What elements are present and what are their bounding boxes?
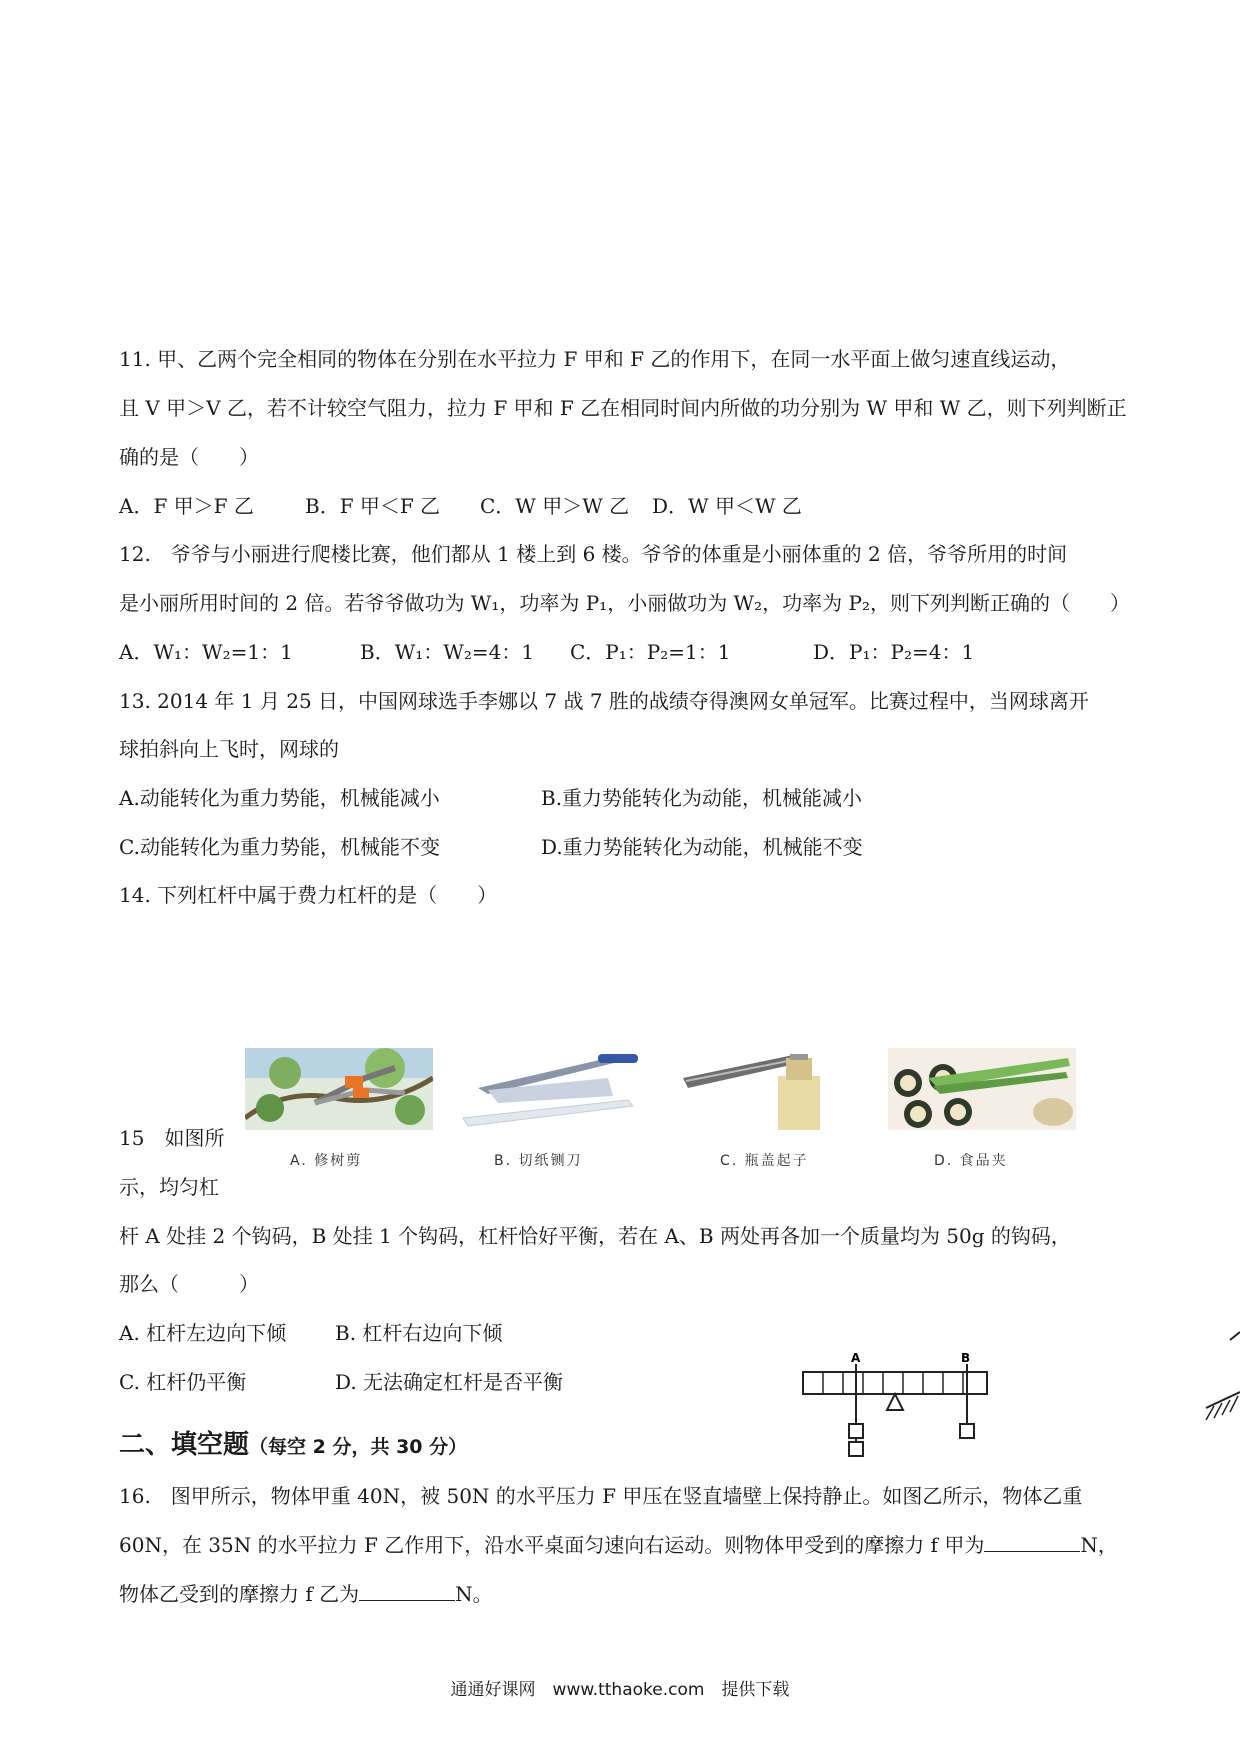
q12-option-a: A．W₁：W₂=1：1 (119, 640, 293, 664)
q13-option-c: C.动能转化为重力势能，机械能不变 (119, 835, 440, 859)
q15-line-1b: 示，均匀杠 (119, 1175, 219, 1199)
lever-label-b: B (961, 1351, 971, 1365)
lever-diagram (795, 1348, 995, 1458)
q12-line-2: 是小丽所用时间的 2 倍。若爷爷做功为 W₁，功率为 P₁，小丽做功为 W₂，功率为 P₂，则下列判断正确的（ ） (119, 591, 1130, 615)
section-2-title (119, 1424, 467, 1461)
paper-cutter-photo (458, 1048, 650, 1130)
q11-line-1: 11. 甲、乙两个完全相同的物体在分别在水平拉力 F 甲和 F 乙的作用下，在同一水平面上做匀速直线运动， (119, 347, 1071, 371)
answer-blank-2[interactable] (359, 1580, 455, 1601)
q14-line-1: 14. 下列杠杆中属于费力杠杆的是（ ） (119, 883, 498, 907)
q13-line-1: 13. 2014 年 1 月 25 日，中国网球选手李娜以 7 战 7 胜的战绩夺得澳网女单冠军。比赛过程中，当网球离开 (119, 689, 1089, 713)
q16-unit-1: N， (1080, 1533, 1118, 1557)
q11-line-3: 确的是（ ） (119, 445, 259, 469)
q16-line-3 (119, 1580, 493, 1608)
q16-line-1: 16. 图甲所示，物体甲重 40N，被 50N 的水平压力 F 甲压在竖直墙壁上保持静止。如图乙所示，物体乙重 (119, 1484, 1083, 1508)
q12-option-b: B．W₁：W₂=4：1 (360, 640, 535, 664)
q11-option-c: C．W 甲＞W 乙 (480, 494, 630, 518)
q13-option-d: D.重力势能转化为动能，机械能不变 (541, 835, 863, 859)
section-2-note: （每空 2 分，共 30 分） (249, 1436, 468, 1458)
footer-credit: 通通好课网 www.tthaoke.com 提供下载 (450, 1680, 790, 1700)
section-2-heading: 二、填空题 (119, 1430, 250, 1460)
q16-line-3-text: 物体乙受到的摩擦力 f 乙为 (119, 1582, 360, 1606)
q15-line-2: 杆 A 处挂 2 个钩码，B 处挂 1 个钩码，杠杆恰好平衡，若在 A、B 两处再各加一个质量均为 50g 的钩码， (119, 1224, 1071, 1248)
q11-line-2: 且 V 甲＞V 乙，若不计较空气阻力，拉力 F 甲和 F 乙在相同时间内所做的功分别为 W 甲和 W 乙，则下列判断正 (119, 396, 1127, 420)
caption-c: C. 瓶盖起子 (720, 1153, 809, 1169)
q16-unit-2: N。 (455, 1582, 493, 1606)
q12-option-c: C．P₁：P₂=1：1 (570, 640, 731, 664)
q15-option-c: C. 杠杆仍平衡 (119, 1370, 247, 1394)
food-tongs-photo (888, 1048, 1076, 1130)
caption-d: D. 食品夹 (934, 1153, 1008, 1169)
pruning-shears-photo (245, 1048, 433, 1130)
lever-label-a: A (851, 1351, 861, 1365)
q15-option-a: A. 杠杆左边向下倾 (119, 1321, 287, 1345)
q13-option-a: A.动能转化为重力势能，机械能减小 (119, 786, 440, 810)
caption-a: A. 修树剪 (290, 1153, 363, 1169)
q15-option-b: B. 杠杆右边向下倾 (335, 1321, 503, 1345)
q13-option-b: B.重力势能转化为动能，机械能减小 (541, 786, 863, 810)
q12-option-d: D．P₁：P₂=4：1 (813, 640, 975, 664)
bottle-opener-photo (678, 1048, 856, 1130)
q15-line-1a: 15 如图所 (119, 1126, 225, 1150)
q16-line-2-text: 60N，在 35N 的水平拉力 F 乙作用下，沿水平桌面匀速向右运动。则物体甲受到的摩擦力 f 甲为 (119, 1533, 985, 1557)
q12-line-1: 12. 爷爷与小丽进行爬楼比赛，他们都从 1 楼上到 6 楼。爷爷的体重是小丽体重的 2 倍，爷爷所用的时间 (119, 542, 1068, 566)
q15-option-d: D. 无法确定杠杆是否平衡 (335, 1370, 564, 1394)
q11-option-d: D．W 甲＜W 乙 (652, 494, 802, 518)
q11-option-a: A．F 甲＞F 乙 (119, 494, 254, 518)
q13-line-2: 球拍斜向上飞时，网球的 (119, 737, 339, 761)
answer-blank-1[interactable] (984, 1531, 1080, 1552)
q16-line-2 (119, 1531, 1118, 1559)
wall-fragment-figure (1200, 1330, 1240, 1420)
caption-b: B. 切纸铡刀 (494, 1153, 583, 1169)
q15-line-3: 那么（ ） (119, 1272, 259, 1296)
q11-option-b: B．F 甲＜F 乙 (305, 494, 441, 518)
